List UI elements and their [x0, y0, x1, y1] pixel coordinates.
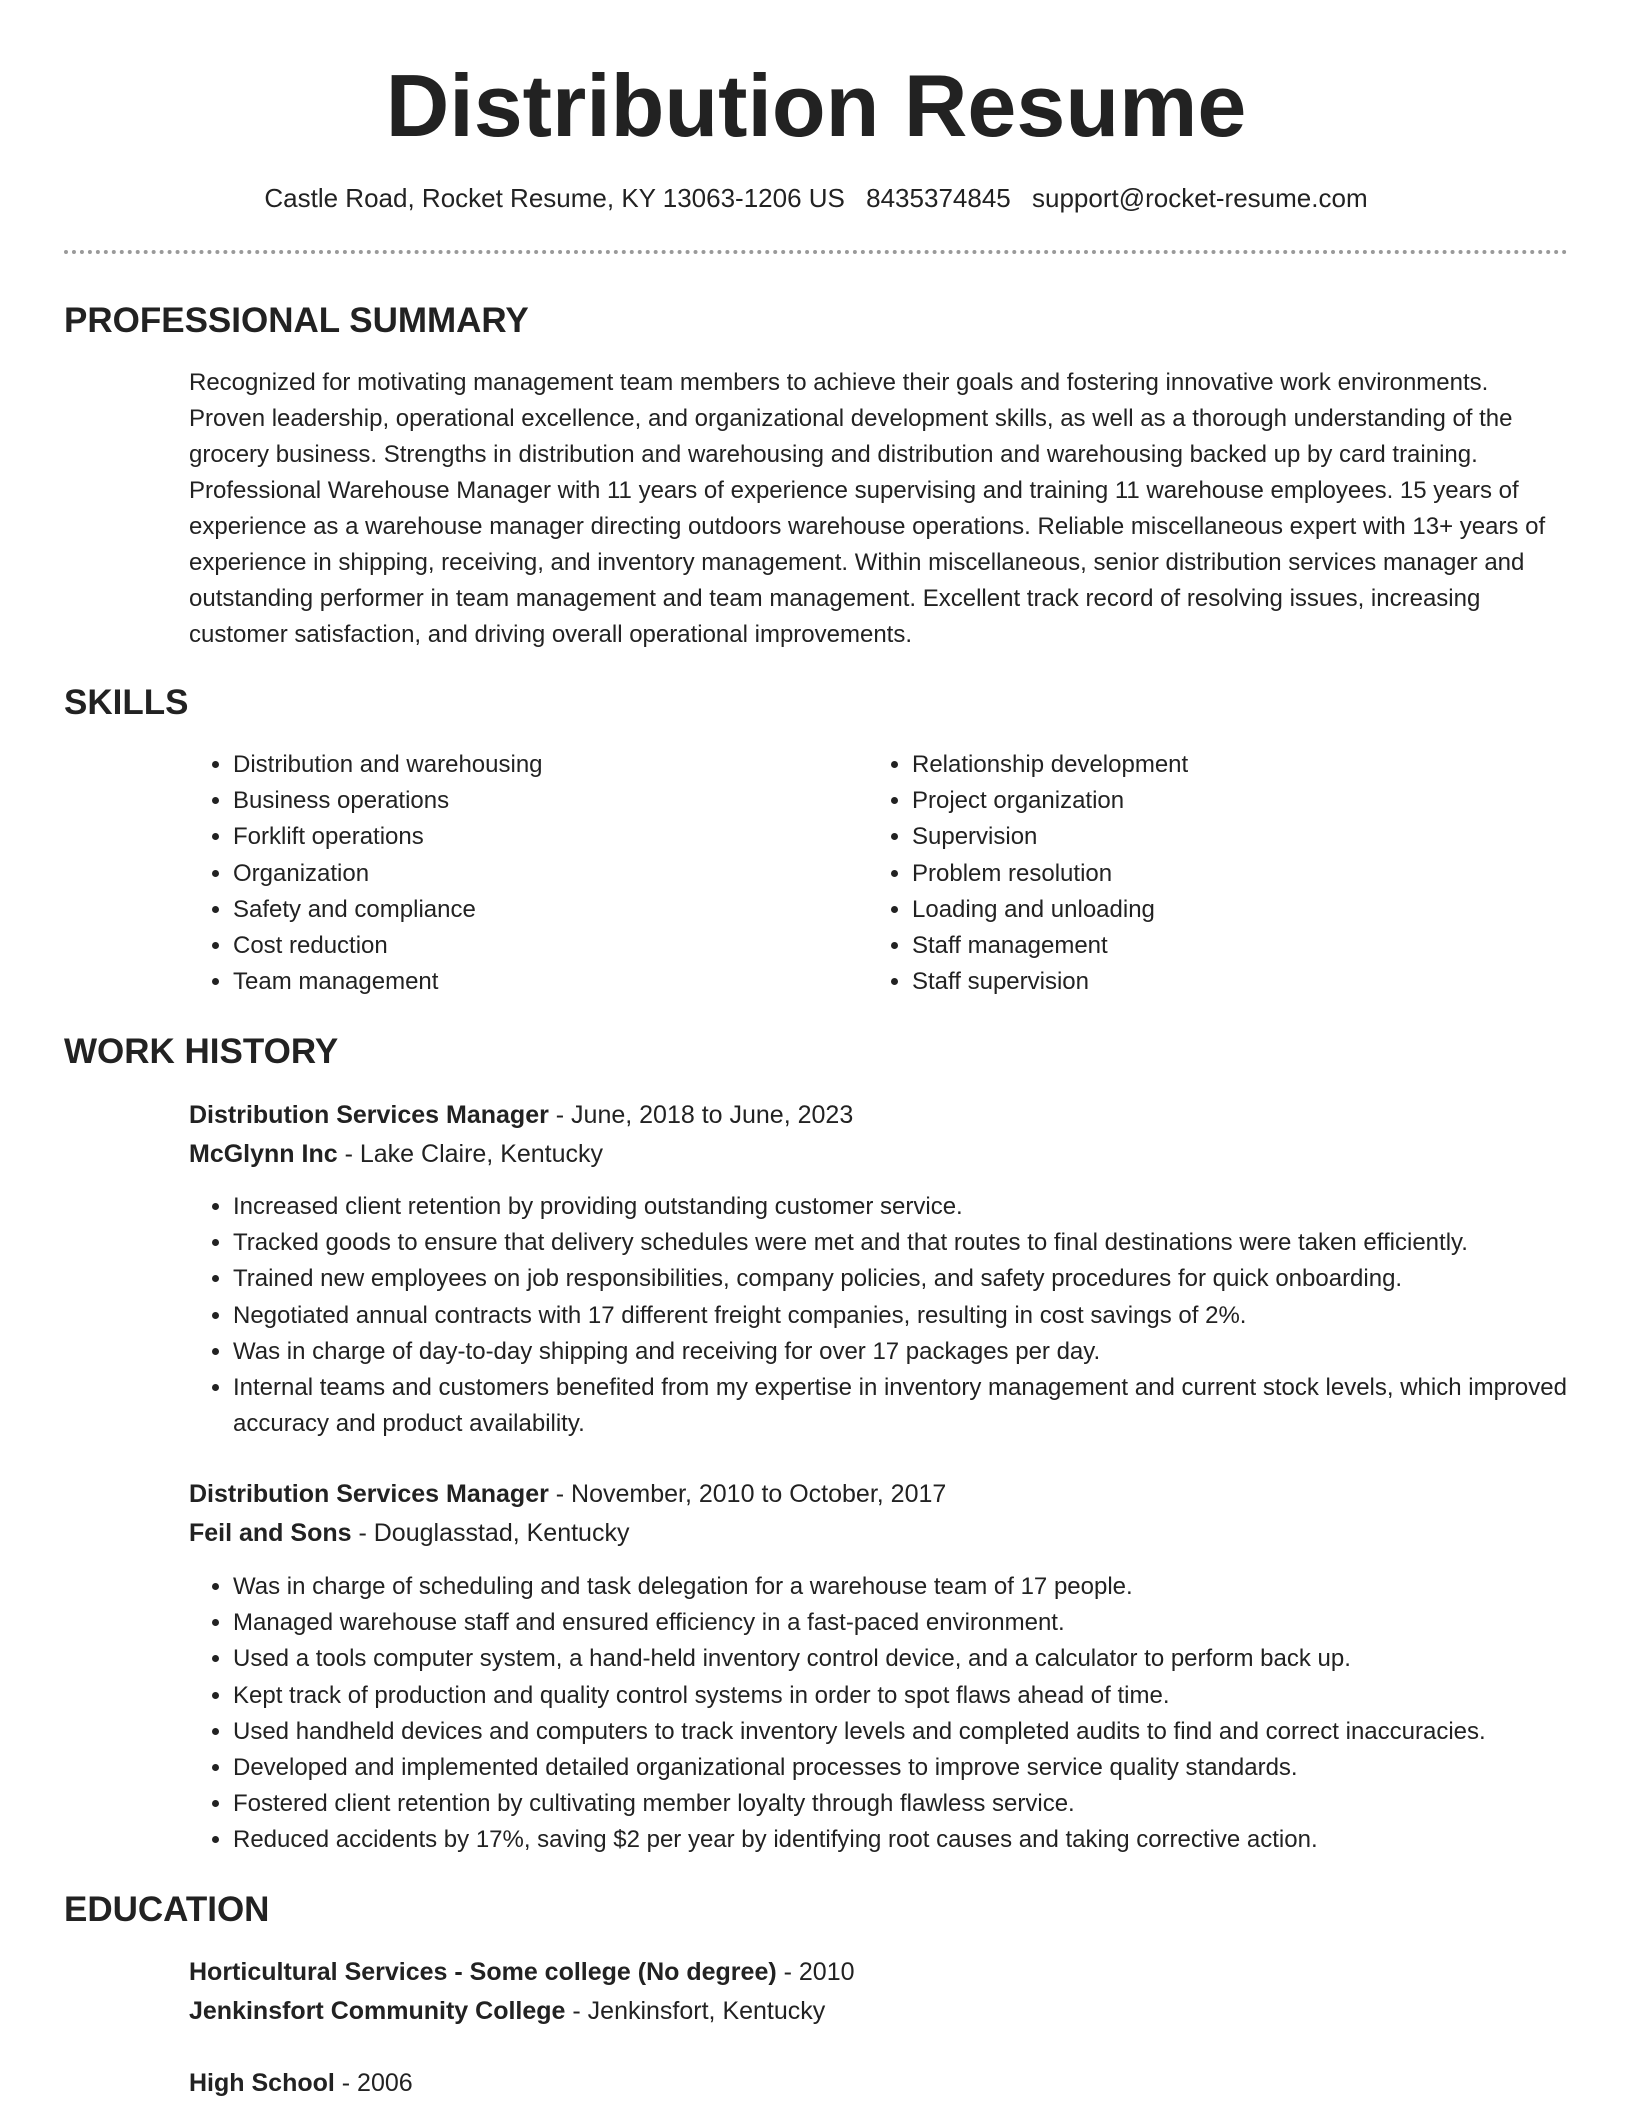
job-company-line [189, 1135, 1569, 1174]
education-year: - 2006 [334, 2069, 413, 2097]
skill-item: • Loading and unloading [912, 892, 1488, 928]
job-bullet: • Fostered client retention by cultivating member loyalty through flawless service. [233, 1786, 1569, 1822]
job-location: - Douglasstad, Kentucky [351, 1519, 630, 1547]
job-bullet-list [189, 1189, 1569, 1442]
job-bullet: • Developed and implemented detailed organizational processes to improve service quality standards. [233, 1750, 1569, 1786]
skill-item: • Team management [233, 964, 809, 1000]
skills-column-left [189, 747, 809, 1000]
job-bullet: • Was in charge of scheduling and task delegation for a warehouse team of 17 people. [233, 1569, 1569, 1605]
job-bullet-list [189, 1569, 1569, 1859]
job-company-line [189, 1514, 1569, 1553]
skills-column-right [868, 747, 1488, 1000]
job-bullet: • Tracked goods to ensure that delivery schedules were met and that routes to final destinations were taken efficiently. [233, 1225, 1569, 1261]
skill-item: • Staff supervision [912, 964, 1488, 1000]
skill-item: • Staff management [912, 928, 1488, 964]
skill-item: • Safety and compliance [233, 892, 809, 928]
summary-text: Recognized for motivating management team members to achieve their goals and fostering innovative work environments. Proven leadership, operational excellence, and organizational development skills, as well as a thorough understanding of the grocery business. Strengths in distribution and warehousing and distribution and warehousing backed up by card training. Professional Warehouse Manager with 11 years of experience supervising and training 11 warehouse employees. 15 years of experience as a warehouse manager directing outdoors warehouse operations. Reliable miscellaneous expert with 13+ years of experience in shipping, receiving, and inventory management. Within miscellaneous, senior distribution services manager and outstanding performer in team management and team management. Excellent track record of resolving issues, increasing customer satisfaction, and driving overall operational improvements. [189, 369, 1546, 648]
job-bullet: • Reduced accidents by 17%, saving $2 per year by identifying root causes and taking corrective action. [233, 1822, 1569, 1858]
job-company: McGlynn Inc [189, 1140, 338, 1168]
job-bullet: • Was in charge of day-to-day shipping and receiving for over 17 packages per day. [233, 1334, 1569, 1370]
job-dates: - June, 2018 to June, 2023 [548, 1101, 854, 1129]
work-heading: WORK HISTORY [64, 1032, 339, 1071]
skill-item: • Supervision [912, 819, 1488, 855]
job-bullet: • Increased client retention by providing outstanding customer service. [233, 1189, 1569, 1225]
job-role: Distribution Services Manager [189, 1101, 549, 1129]
education-degree: High School [189, 2069, 335, 2097]
skill-item: • Business operations [233, 783, 809, 819]
education-entry [189, 1953, 1569, 2031]
job-bullet: • Used a tools computer system, a hand-held inventory control device, and a calculator to perform back up. [233, 1641, 1569, 1677]
contact-address: Castle Road, Rocket Resume, KY 13063-1206 US [264, 183, 845, 213]
contact-email: support@rocket-resume.com [1031, 183, 1368, 213]
education-degree: Horticultural Services - Some college (No degree) [189, 1958, 777, 1986]
education-location: - Jenkinsfort, Kentucky [565, 1997, 826, 2025]
job-entry [189, 1096, 1569, 1174]
skill-item: • Distribution and warehousing [233, 747, 809, 783]
job-bullet: • Negotiated annual contracts with 17 different freight companies, resulting in cost savings of 2%. [233, 1298, 1569, 1334]
job-location: - Lake Claire, Kentucky [337, 1140, 604, 1168]
skill-item: • Organization [233, 856, 809, 892]
contact-phone: 8435374845 [866, 183, 1011, 213]
education-heading: EDUCATION [64, 1890, 270, 1929]
education-year: - 2010 [776, 1958, 855, 1986]
job-bullets-block [189, 1569, 1569, 1859]
job-title-line [189, 1096, 1569, 1135]
skills-list-left [189, 747, 809, 1000]
summary-heading: PROFESSIONAL SUMMARY [64, 301, 529, 340]
skill-item: • Relationship development [912, 747, 1488, 783]
job-bullet: • Internal teams and customers benefited from my expertise in inventory management and current stock levels, which improved accuracy and product availability. [233, 1370, 1569, 1442]
skill-item: • Project organization [912, 783, 1488, 819]
education-degree-line [189, 1953, 1569, 1992]
job-bullet: • Used handheld devices and computers to track inventory levels and completed audits to find and correct inaccuracies. [233, 1714, 1569, 1750]
resume-title: Distribution Resume [385, 56, 1247, 155]
job-bullets-block [189, 1189, 1569, 1442]
job-bullet: • Trained new employees on job responsibilities, company policies, and safety procedures for quick onboarding. [233, 1261, 1569, 1297]
job-title-line [189, 1475, 1569, 1514]
skills-heading: SKILLS [64, 683, 189, 722]
header-divider [64, 250, 1568, 254]
job-bullet: • Kept track of production and quality control systems in order to spot flaws ahead of time. [233, 1678, 1569, 1714]
education-degree-line [189, 2064, 1569, 2103]
job-company: Feil and Sons [189, 1519, 352, 1547]
skill-item: • Forklift operations [233, 819, 809, 855]
skill-item: • Problem resolution [912, 856, 1488, 892]
job-entry [189, 1475, 1569, 1553]
job-bullet: • Managed warehouse staff and ensured efficiency in a fast-paced environment. [233, 1605, 1569, 1641]
job-role: Distribution Services Manager [189, 1480, 549, 1508]
education-school-line [189, 1992, 1569, 2031]
skill-item: • Cost reduction [233, 928, 809, 964]
contact-line [0, 180, 1632, 216]
education-entry [189, 2064, 1569, 2103]
education-school: Jenkinsfort Community College [189, 1997, 566, 2025]
skills-list-right [868, 747, 1488, 1000]
job-dates: - November, 2010 to October, 2017 [548, 1480, 947, 1508]
